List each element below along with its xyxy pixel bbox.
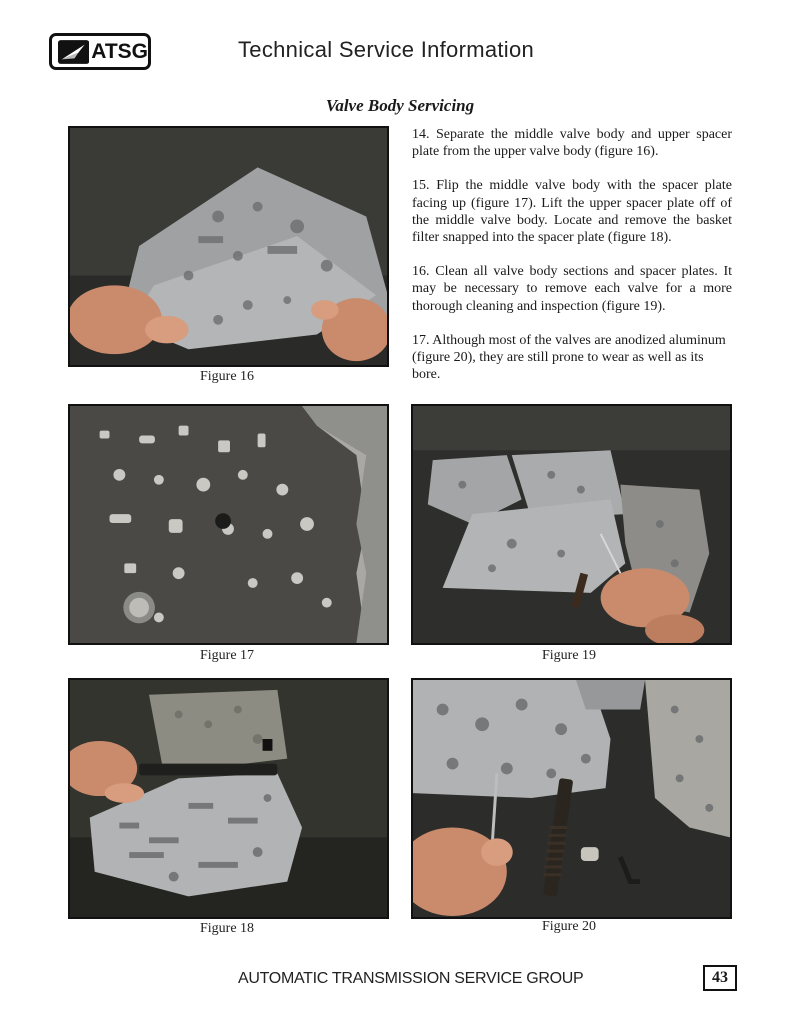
page-number: 43: [703, 965, 737, 991]
figure-19-photo: [411, 404, 732, 645]
figure-18-photo: [68, 678, 389, 919]
step-15: 15. Flip the middle valve body with the spacer plate facing up (figure 17). Lift the upper spacer plate off of the middle valve body. Locate and remove the basket filter snapped into the spacer plate (figure 18).: [412, 178, 732, 246]
figure-19-caption: Figure 19: [542, 648, 597, 663]
figure-17-photo: [68, 404, 389, 645]
logo-text: ATSG: [91, 39, 148, 63]
figure-20-caption: Figure 20: [542, 919, 597, 934]
figure-17-caption: Figure 17: [200, 648, 255, 663]
figure-16-caption: Figure 16: [200, 369, 255, 384]
step-16: 16. Clean all valve body sections and spacer plates. It may be necessary to remove each valve for a more thorough cleaning and inspection (figure 19).: [412, 264, 732, 314]
section-title: Valve Body Servicing: [325, 96, 475, 115]
step-17: 17. Although most of the valves are anodized aluminum (figure 20), they are still prone to wear as well as its bore.: [412, 332, 726, 383]
figure-20-photo: [411, 678, 732, 919]
instructions-text: [412, 126, 732, 400]
logo-arrow-icon: [58, 39, 89, 65]
atsg-logo: [49, 33, 151, 70]
step-14: 14. Separate the middle valve body and upper spacer plate from the upper valve body (figure 16).: [412, 127, 732, 160]
footer-org: AUTOMATIC TRANSMISSION SERVICE GROUP: [238, 970, 584, 987]
figure-16-photo: [68, 126, 389, 367]
page-header-title: Technical Service Information: [238, 37, 535, 62]
figure-18-caption: Figure 18: [200, 921, 255, 936]
